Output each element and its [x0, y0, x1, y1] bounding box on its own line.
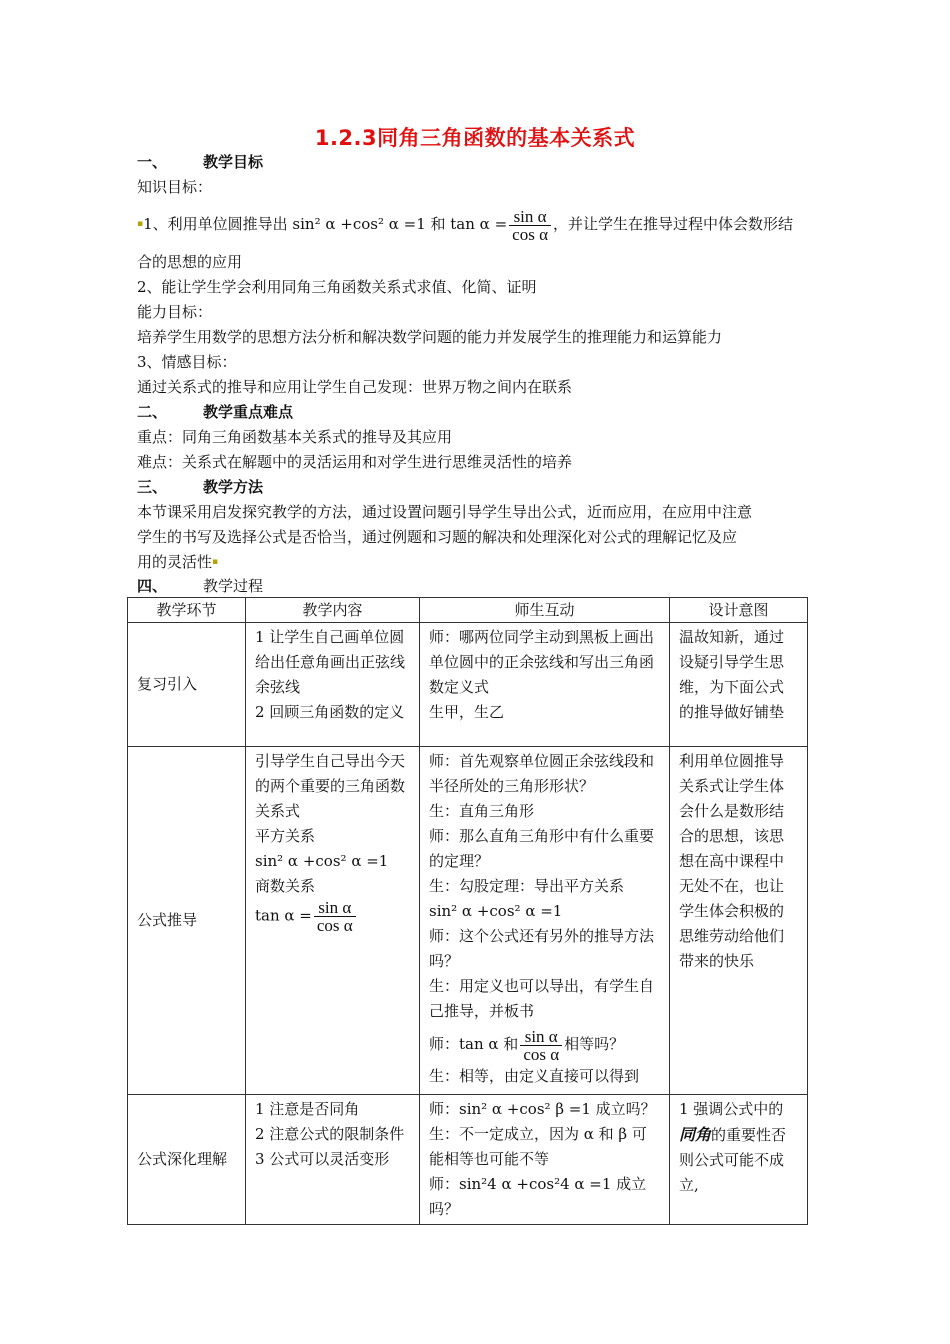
- section-number: 二、: [137, 403, 168, 421]
- intent-cell: [670, 1095, 808, 1225]
- question-suffix: 相等吗？: [564, 1035, 625, 1053]
- content-cell: [246, 1095, 420, 1225]
- difficulty: 难点：关系式在解题中的灵活运用和对学生进行思维灵活性的培养: [137, 453, 573, 471]
- stage-cell: 公式深化理解: [128, 1095, 246, 1225]
- intent-cell: 利用单位圆推导关系式让学生体会什么是数形结合的思想，该思想在高中课程中无处不在，也让学生体会积极的思维劳动给他们带来的快乐: [670, 747, 808, 1095]
- content-cell: [246, 747, 420, 1095]
- edit-mark-icon: ▪: [212, 557, 219, 567]
- document-title: 1.2.3同角三角函数的基本关系式: [314, 126, 636, 150]
- key-point: 重点：同角三角函数基本关系式的推导及其应用: [137, 428, 453, 446]
- interaction-line: 生：不一定成立，因为 α 和 β 可能相等也可能不等: [429, 1125, 647, 1168]
- interaction-cell: [420, 747, 670, 1095]
- interaction-line: 师：sin² α +cos² β =1 成立吗？: [429, 1100, 656, 1118]
- header-intent: 设计意图: [670, 598, 808, 623]
- interaction-cell: [420, 1095, 670, 1225]
- knowledge-item-2: 2、能让学生学会利用同角三角函数关系式求值、化简、证明: [137, 278, 537, 296]
- fraction-numerator: sin α: [509, 208, 551, 226]
- interaction-cell: [420, 623, 670, 747]
- section-title: 教学方法: [203, 478, 264, 496]
- tan-prefix: tan α =: [255, 906, 312, 925]
- tan-fraction: [314, 899, 356, 934]
- interaction-line-question: [429, 1024, 660, 1064]
- ability-text: 培养学生用数学的思想方法分析和解决数学问题的能力并发展学生的推理能力和运算能力: [137, 328, 723, 346]
- section-number: 一、: [137, 153, 168, 171]
- header-stage: 教学环节: [128, 598, 246, 623]
- content-line: 3 公式可以灵活变形: [255, 1150, 390, 1168]
- fraction-denominator: cos α: [512, 224, 548, 244]
- emotion-label: 3、情感目标：: [137, 353, 237, 371]
- interaction-line: 生：相等，由定义直接可以得到: [429, 1067, 640, 1085]
- table-header-row: [128, 598, 808, 623]
- interaction-line: 师：首先观察单位圆正余弦线段和半径所处的三角形形状？: [429, 752, 655, 795]
- interaction-line: 生：勾股定理：导出平方关系: [429, 877, 625, 895]
- interaction-line: 师：那么直角三角形中有什么重要的定理？: [429, 827, 655, 870]
- teaching-process-table: [127, 597, 808, 1225]
- table-row: [128, 747, 808, 1095]
- section-heading-3: [137, 477, 263, 497]
- header-interaction: 师生互动: [420, 598, 670, 623]
- section-number: 四、: [137, 577, 168, 595]
- section-title: 教学目标: [203, 153, 264, 171]
- interaction-line: 生：直角三角形: [429, 802, 535, 820]
- interaction-line: 生甲，生乙: [429, 703, 505, 721]
- content-line: 1 让学生自己画单位圆给出任意角画出正弦线余弦线: [255, 628, 406, 696]
- knowledge-item-1-continued: 合的思想的应用: [137, 253, 243, 271]
- question-prefix: 师：tan α 和: [429, 1035, 519, 1053]
- knowledge-item-1-suffix: ，并让学生在推导过程中体会数形结: [552, 215, 793, 233]
- section-heading-1: [137, 152, 263, 172]
- method-line-3: [137, 552, 218, 572]
- interaction-line: 师：哪两位同学主动到黑板上画出单位圆中的正余弦线和写出三角函数定义式: [429, 628, 655, 696]
- method-line-2: 学生的书写及选择公式是否恰当，通过例题和习题的解决和处理深化对公式的理解记忆及应: [137, 528, 738, 546]
- knowledge-item-1-text: 1、利用单位圆推导出 sin² α +cos² α =1 和 tan α =: [143, 215, 508, 233]
- method-line-3-text: 用的灵活性: [137, 553, 213, 571]
- content-line: 引导学生自己导出今天的两个重要的三角函数关系式: [255, 752, 406, 820]
- content-line: 1 注意是否同角: [255, 1100, 360, 1118]
- header-content: 教学内容: [246, 598, 420, 623]
- content-cell: [246, 623, 420, 747]
- tan-fraction: [509, 208, 551, 243]
- section-title: 教学重点难点: [203, 403, 294, 421]
- content-line: 平方关系: [255, 827, 316, 845]
- tan-fraction: [520, 1028, 562, 1063]
- stage-cell: 复习引入: [128, 623, 246, 747]
- interaction-line: sin² α +cos² α =1: [429, 902, 563, 920]
- section-title: 教学过程: [203, 577, 264, 595]
- content-line: 2 注意公式的限制条件: [255, 1125, 405, 1143]
- ability-label: 能力目标：: [137, 303, 213, 321]
- fraction-denominator: cos α: [523, 1044, 560, 1064]
- knowledge-item-1: [137, 200, 793, 248]
- method-line-1: 本节课采用启发探究教学的方法，通过设置问题引导学生导出公式，近而应用，在应用中注意: [137, 503, 753, 521]
- intent-emphasis: 同角: [679, 1125, 712, 1144]
- table-row: [128, 623, 808, 747]
- interaction-line: 师：这个公式还有另外的推导方法吗？: [429, 927, 655, 970]
- intent-prefix: 1 强调公式中的: [679, 1100, 784, 1118]
- emotion-text: 通过关系式的推导和应用让学生自己发现：世界万物之间内在联系: [137, 378, 573, 396]
- content-line: 2 回顾三角函数的定义: [255, 703, 405, 721]
- interaction-line: 生：用定义也可以导出，有学生自己推导，并板书: [429, 977, 655, 1020]
- content-line: sin² α +cos² α =1: [255, 852, 389, 870]
- knowledge-label: 知识目标：: [137, 178, 213, 196]
- fraction-numerator: sin α: [520, 1028, 562, 1046]
- section-heading-4: [137, 576, 263, 596]
- table-row: [128, 1095, 808, 1225]
- fraction-denominator: cos α: [316, 916, 353, 935]
- interaction-line: 师：sin²4 α +cos²4 α =1 成立吗？: [429, 1175, 647, 1218]
- section-heading-2: [137, 402, 293, 422]
- fraction-numerator: sin α: [314, 899, 356, 917]
- intent-suffix: 的重要性否则公式可能不成立,: [679, 1126, 787, 1194]
- content-line-tan: [255, 899, 410, 934]
- stage-cell: 公式推导: [128, 747, 246, 1095]
- section-number: 三、: [137, 478, 168, 496]
- intent-cell: 温故知新，通过设疑引导学生思维，为下面公式的推导做好铺垫: [670, 623, 808, 747]
- content-line: 商数关系: [255, 877, 316, 895]
- edit-mark-icon: ▪: [137, 219, 144, 229]
